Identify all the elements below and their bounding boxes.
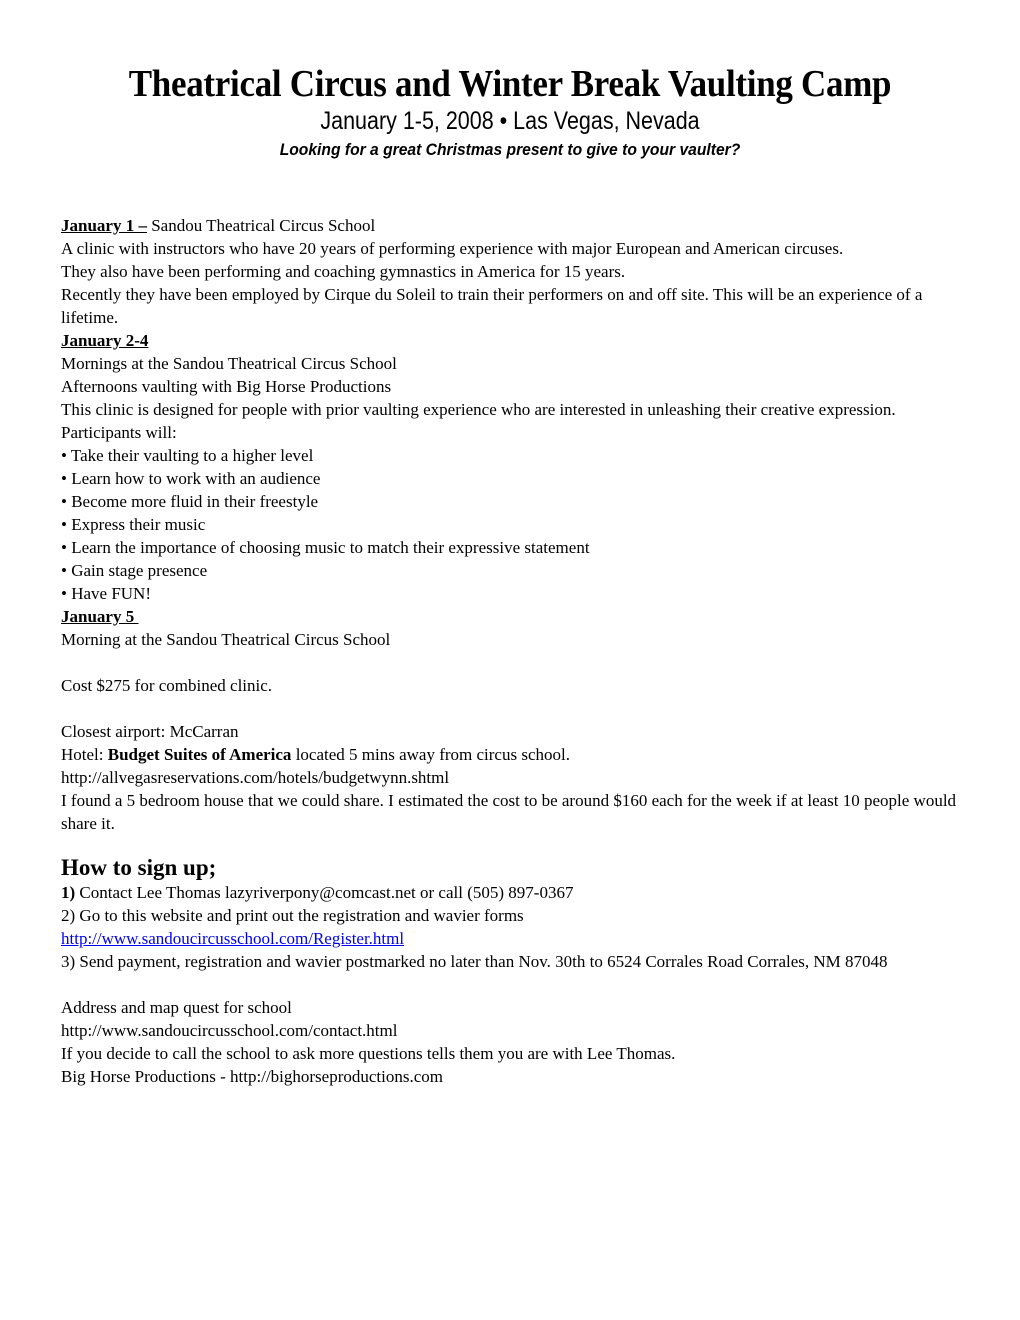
page-title: Theatrical Circus and Winter Break Vaulting Camp	[128, 63, 892, 105]
paragraph: Address and map quest for school	[61, 998, 292, 1017]
paragraph: If you decide to call the school to ask more questions tells them you are with Lee Thomas.	[61, 1044, 676, 1063]
bullet-item: • Learn the importance of choosing music to match their expressive statement	[61, 538, 590, 557]
spacer	[61, 651, 961, 674]
date-label-jan1: January 1 –	[61, 216, 147, 235]
signup-step-3: 3) Send payment, registration and wavier postmarked no later than Nov. 30th to 6524 Corrales Road Corrales, NM 87048	[61, 952, 888, 971]
paragraph: This clinic is designed for people with prior vaulting experience who are interested in unleashing their creative expression.	[61, 400, 896, 419]
step-number: 1)	[61, 883, 76, 902]
date-label-jan2-4: January 2-4	[61, 331, 149, 350]
spacer	[61, 697, 961, 720]
bullet-item: • Learn how to work with an audience	[61, 469, 321, 488]
event-dates-location: January 1-5, 2008 • Las Vegas, Nevada	[320, 107, 700, 135]
house-note: I found a 5 bedroom house that we could share. I estimated the cost to be around $160 each for the week if at least 10 people would share it.	[61, 791, 957, 833]
paragraph: They also have been performing and coaching gymnastics in America for 15 years.	[61, 262, 626, 281]
hotel-prefix: Hotel:	[61, 745, 108, 764]
signup-step-2: 2) Go to this website and print out the registration and wavier forms	[61, 906, 524, 925]
hotel-name: Budget Suites of America	[107, 745, 292, 764]
hotel-suffix: located 5 mins away from circus school.	[291, 745, 570, 764]
big-horse-line: Big Horse Productions - http://bighorseproductions.com	[61, 1067, 443, 1086]
paragraph: Mornings at the Sandou Theatrical Circus School	[61, 354, 397, 373]
document-body	[61, 214, 961, 1088]
paragraph: Afternoons vaulting with Big Horse Productions	[61, 377, 392, 396]
tagline: Looking for a great Christmas present to give to your vaulter?	[279, 140, 741, 159]
paragraph: Morning at the Sandou Theatrical Circus School	[61, 630, 391, 649]
signup-heading: How to sign up;	[61, 855, 217, 880]
jan1-heading	[61, 214, 961, 237]
bullet-item: • Take their vaulting to a higher level	[61, 446, 314, 465]
register-link[interactable]: http://www.sandoucircusschool.com/Register.html	[61, 929, 405, 948]
date-label-jan5: January 5	[61, 607, 139, 626]
paragraph: Recently they have been employed by Cirque du Soleil to train their performers on and off site. This will be an experience of a lifetime.	[61, 285, 923, 327]
step-text: Contact Lee Thomas lazyriverpony@comcast.net or call (505) 897-0367	[75, 883, 574, 902]
paragraph: Participants will:	[61, 423, 177, 442]
bullet-item: • Have FUN!	[61, 584, 151, 603]
hotel-url: http://allvegasreservations.com/hotels/budgetwynn.shtml	[61, 768, 450, 787]
contact-url: http://www.sandoucircusschool.com/contact.html	[61, 1021, 398, 1040]
bullet-item: • Become more fluid in their freestyle	[61, 492, 319, 511]
jan1-venue: Sandou Theatrical Circus School	[146, 216, 376, 235]
airport-text: Closest airport: McCarran	[61, 722, 239, 741]
hotel-text	[61, 743, 961, 766]
signup-step-1	[61, 881, 961, 904]
bullet-item: • Express their music	[61, 515, 206, 534]
paragraph: A clinic with instructors who have 20 years of performing experience with major European and American circuses.	[61, 239, 844, 258]
spacer	[61, 973, 961, 996]
cost-text: Cost $275 for combined clinic.	[61, 676, 273, 695]
register-link-line	[61, 927, 961, 950]
bullet-item: • Gain stage presence	[61, 561, 208, 580]
